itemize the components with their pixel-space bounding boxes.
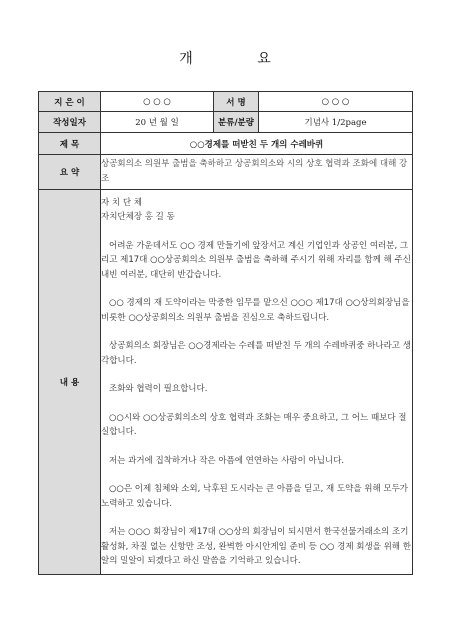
date-value: 20 년 월 일	[101, 112, 214, 133]
content-paragraph: 저는 과거에 집착하거나 작은 아픔에 연연하는 사람이 아닙니다.	[109, 455, 345, 466]
content-header-name: 자치단체장 홍 길 동	[101, 212, 175, 222]
subject-label: 제 목	[39, 133, 101, 155]
date-label: 작성일자	[39, 112, 101, 133]
summary-form	[38, 91, 413, 575]
content-paragraph: 저는 ○○○ 회장님이 제17대 ○○상의 회장님이 되시면서 한국선물거래소의 조기 활성화, 차질 없는 신항만 조성, 완벽한 아시안게임 준비 등 ○○ 경제 회생을 위해 한 알의 밀알이 되겠다고 하신 말씀을 기억하고 있습니다.	[101, 527, 411, 566]
summary-value: 상공회의소 의원부 출범을 축하하고 상공회의소와 시의 상호 협력과 조화에 대해 강조	[101, 155, 413, 190]
signature-value: ○ ○ ○	[259, 92, 413, 112]
subject-value: ○○경제를 떠받친 두 개의 수레바퀴	[101, 133, 413, 155]
content-paragraph: 조화와 협력이 필요합니다.	[109, 384, 208, 394]
content-header-org: 자 치 단 체	[101, 197, 142, 208]
category-value: 기념사 1/2page	[259, 112, 413, 133]
signature-label: 서 명	[214, 92, 259, 112]
content-paragraph: 상공회의소 회장님은 ○○경제라는 수레를 떠받친 두 개의 수레바퀴중 하나라고 생각합니다.	[101, 341, 411, 366]
content-paragraph: 어려운 가운데서도 ○○ 경제 만들기에 앞장서고 계신 기업인과 상공인 여러분, 그리고 제17대 ○○상공회의소 의원부 출범을 축하해 주시기 위해 자리를 함께 해 주신 내빈 여러분, 대단히 반갑습니다.	[101, 240, 411, 280]
content-paragraph: ○○시와 ○○상공회의소의 상호 협력과 조화는 매우 중요하고, 그 어느 때보다 절실합니다.	[101, 412, 407, 437]
content-body	[101, 190, 413, 575]
author-value: ○ ○ ○	[101, 92, 214, 112]
summary-label: 요 약	[39, 155, 101, 190]
content-paragraph: ○○ 경제의 재 도약이라는 막중한 임무를 맡으신 ○○○ 제17대 ○○상의회장님을 비롯한 ○○상공회의소 의원부 출범을 진심으로 축하드립니다.	[101, 298, 410, 323]
category-label: 분류/분량	[214, 112, 259, 133]
author-label: 지 은 이	[39, 92, 101, 112]
content-paragraph: ○○은 이제 침체와 소외, 낙후된 도시라는 큰 아픔을 딛고, 재 도약을 위해 모두가 노력하고 있습니다.	[101, 484, 408, 509]
content-label: 내 용	[39, 190, 101, 575]
document-title: 개 요	[179, 51, 301, 67]
